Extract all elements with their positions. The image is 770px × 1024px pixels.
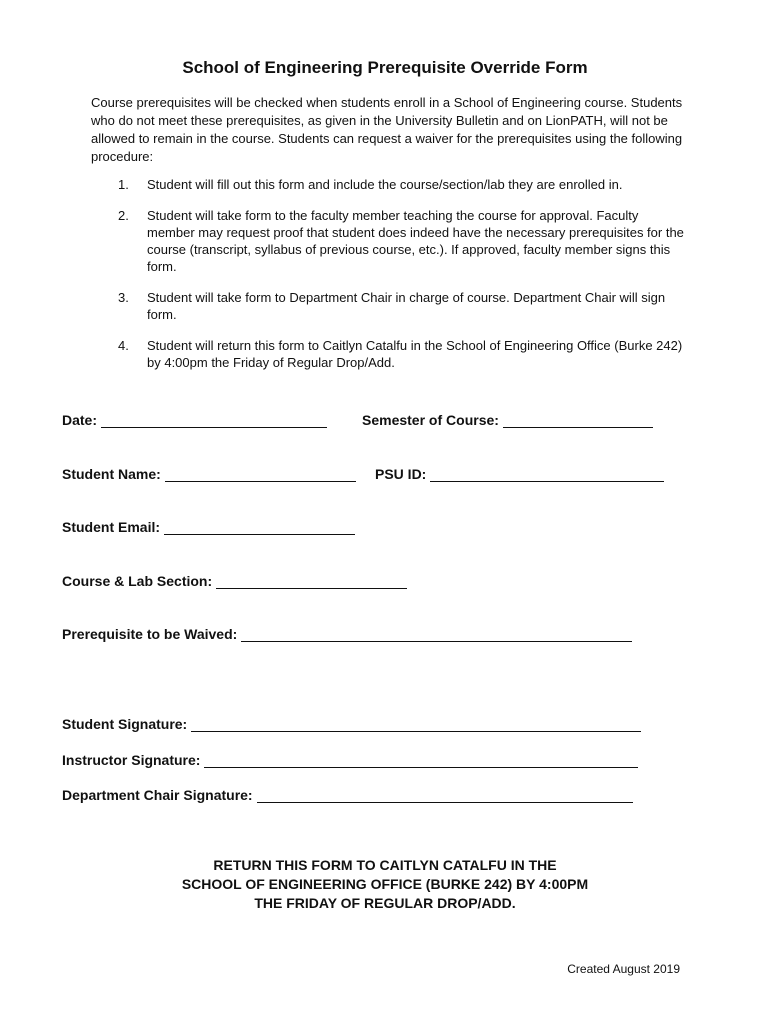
date-input-line[interactable]	[101, 411, 327, 428]
student-name-input-line[interactable]	[165, 465, 356, 482]
date-field	[62, 411, 327, 428]
student-signature-line[interactable]	[191, 715, 641, 732]
return-line-3: THE FRIDAY OF REGULAR DROP/ADD.	[254, 895, 516, 911]
step-text: Student will fill out this form and include the course/section/lab they are enrolled in.	[147, 177, 623, 192]
prerequisite-field	[62, 625, 632, 642]
student-signature-label: Student Signature:	[62, 716, 188, 732]
step-item	[118, 337, 688, 371]
step-text: Student will return this form to Caitlyn Catalfu in the School of Engineering Office (Burke 242) by 4:00pm the Friday of Regular Drop/Add.	[147, 338, 683, 370]
created-date: Created August 2019	[567, 962, 680, 976]
psu-id-field	[375, 465, 664, 482]
form-title: School of Engineering Prerequisite Override Form	[182, 58, 588, 77]
return-instructions	[0, 856, 770, 913]
return-line-2: SCHOOL OF ENGINEERING OFFICE (BURKE 242) BY 4:00PM	[181, 876, 589, 892]
chair-signature-field	[62, 786, 633, 803]
prerequisite-input-line[interactable]	[241, 625, 632, 642]
step-number: 2.	[118, 208, 129, 223]
date-label: Date:	[62, 412, 98, 428]
step-text: Student will take form to the faculty member teaching the course for approval. Faculty member may request proof that student does indeed have the necessary prerequisites for the course (transcript, syllabus of previous course, etc.). If approved, faculty member signs this form.	[147, 208, 684, 274]
course-lab-field	[62, 572, 407, 589]
step-number: 1.	[118, 177, 129, 192]
psu-id-label: PSU ID:	[375, 466, 427, 482]
instructor-signature-field	[62, 751, 638, 768]
step-number: 3.	[118, 290, 129, 305]
step-number: 4.	[118, 338, 129, 353]
instructor-signature-label: Instructor Signature:	[62, 752, 201, 768]
procedure-steps	[118, 176, 688, 385]
student-email-input-line[interactable]	[164, 518, 355, 535]
student-signature-field	[62, 715, 641, 732]
step-item	[118, 289, 688, 323]
prerequisite-label: Prerequisite to be Waived:	[62, 626, 238, 642]
student-name-field	[62, 465, 356, 482]
student-email-label: Student Email:	[62, 519, 161, 535]
step-item	[118, 207, 688, 275]
instructor-signature-line[interactable]	[204, 751, 638, 768]
semester-field	[362, 411, 653, 428]
return-line-1: RETURN THIS FORM TO CAITLYN CATALFU IN THE	[213, 857, 557, 873]
student-name-label: Student Name:	[62, 466, 161, 482]
course-lab-input-line[interactable]	[216, 572, 407, 589]
psu-id-input-line[interactable]	[430, 465, 664, 482]
step-text: Student will take form to Department Chair in charge of course. Department Chair will sign form.	[147, 290, 666, 322]
chair-signature-line[interactable]	[257, 786, 633, 803]
chair-signature-label: Department Chair Signature:	[62, 787, 253, 803]
step-item	[118, 176, 688, 193]
semester-input-line[interactable]	[503, 411, 653, 428]
intro-paragraph: Course prerequisites will be checked when students enroll in a School of Engineering course. Students who do not meet these prerequisites, as given in the University Bulletin and on LionPATH, will not be allowed to remain in the course. Students can request a waiver for the prerequisites using the following procedure:	[91, 95, 683, 164]
course-lab-label: Course & Lab Section:	[62, 573, 213, 589]
student-email-field	[62, 518, 355, 535]
semester-label: Semester of Course:	[362, 412, 499, 428]
